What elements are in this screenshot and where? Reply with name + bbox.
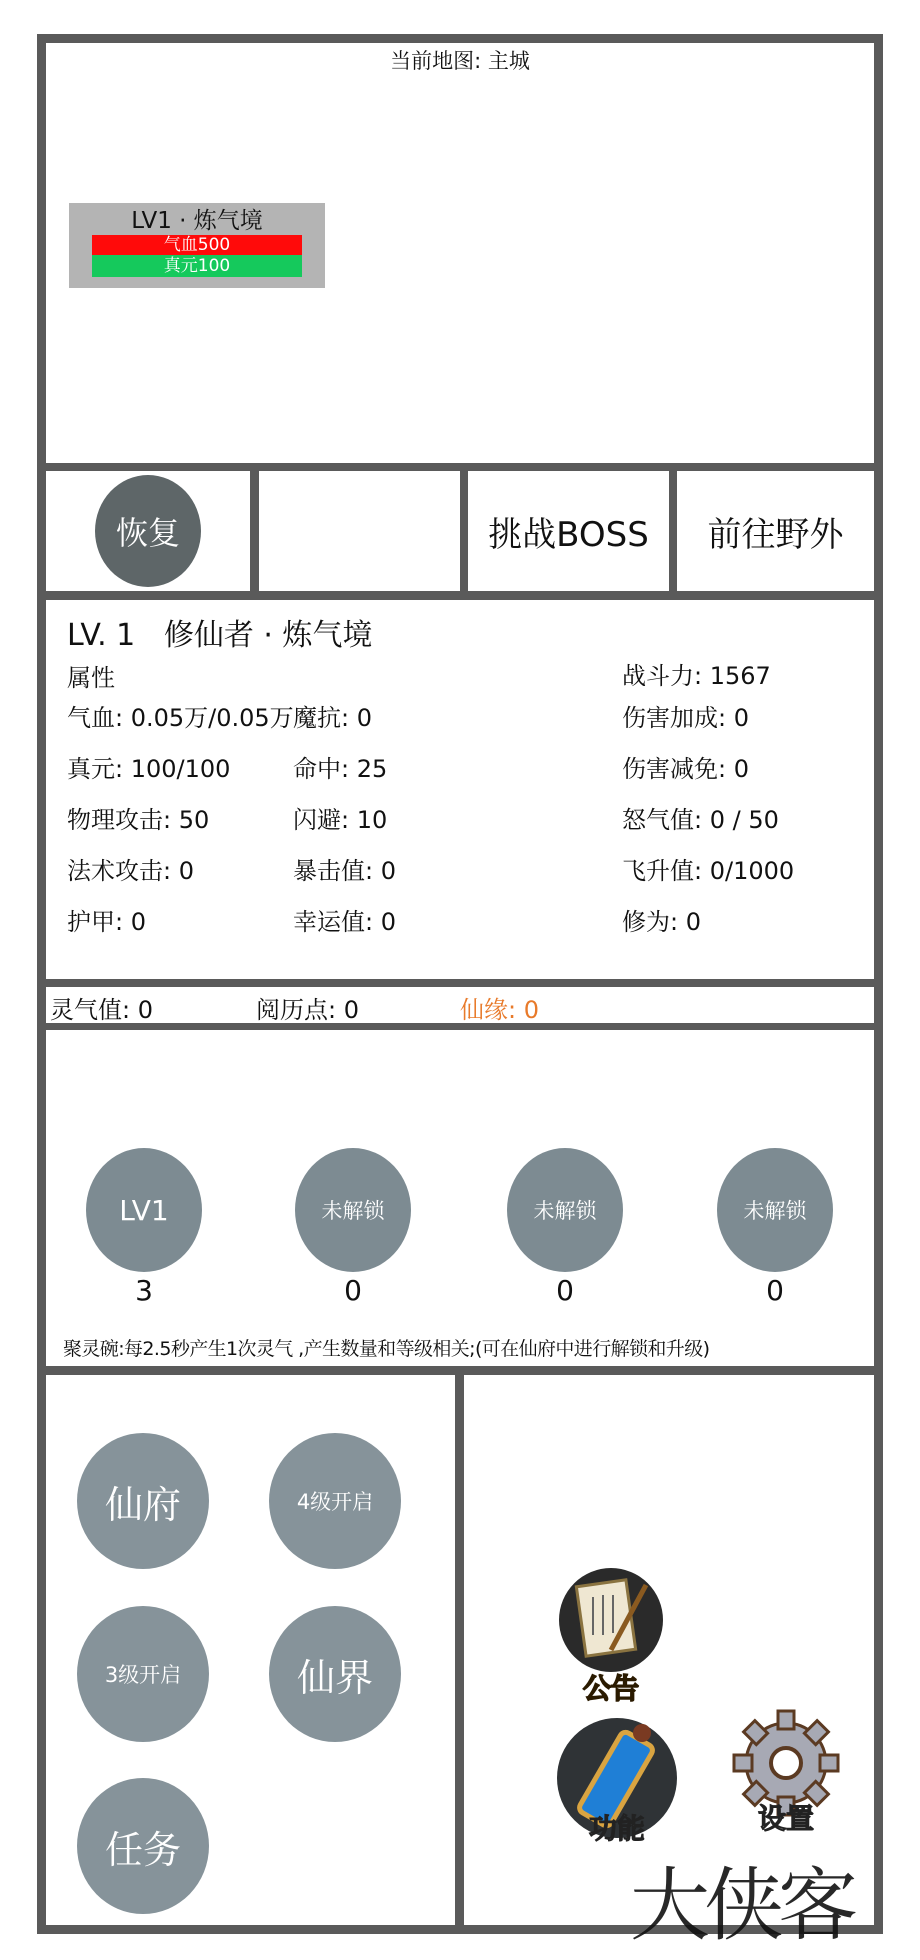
bowl-count: 0 (556, 1274, 574, 1307)
menu-button[interactable]: 4级开启 (269, 1433, 401, 1569)
menu-button[interactable]: 3级开启 (77, 1606, 209, 1742)
lingqi-value: 灵气值: 0 (50, 996, 153, 1024)
settings-button[interactable] (726, 1705, 846, 1835)
restore-button[interactable]: 恢复 (95, 475, 201, 587)
go-wild-button[interactable]: 前往野外 (677, 471, 874, 591)
icons-panel (464, 1375, 874, 1925)
challenge-boss-button[interactable]: 挑战BOSS (468, 471, 669, 591)
watermark-logo: 大侠客 (630, 1859, 852, 1952)
hp-bar: 气血500 (92, 235, 302, 255)
map-panel (46, 43, 874, 463)
bowls-description: 聚灵碗:每2.5秒产生1次灵气 ,产生数量和等级相关;(可在仙府中进行解锁和升级) (63, 1338, 710, 1360)
attributes-heading: 属性 (67, 664, 115, 692)
yueli-value: 阅历点: 0 (256, 996, 359, 1024)
mp-bar: 真元100 (92, 255, 302, 277)
player-card-title: LV1 · 炼气境 (131, 208, 263, 234)
restore-cell (46, 471, 250, 591)
combat-power: 战斗力: 1567 (622, 662, 771, 690)
bowl-count: 0 (344, 1274, 362, 1307)
player-card[interactable] (69, 203, 325, 288)
functions-label: 功能 (588, 1812, 645, 1845)
stat-value: 飞升值: 0/1000 (622, 857, 795, 885)
scroll-notice-icon (551, 1565, 671, 1675)
stat-value: 暴击值: 0 (293, 857, 396, 885)
notice-button[interactable] (546, 1565, 676, 1705)
bowl-count: 3 (135, 1274, 153, 1307)
menu-button[interactable]: 仙府 (77, 1433, 209, 1569)
bowl-button[interactable]: 未解锁 (295, 1148, 411, 1272)
bowl-button[interactable]: LV1 (86, 1148, 202, 1272)
resources-bar (46, 987, 874, 1023)
stat-value: 气血: 0.05万/0.05万 (67, 704, 294, 732)
game-frame (37, 34, 883, 1934)
xianyuan-value: 仙缘: 0 (460, 996, 539, 1024)
bowl-button[interactable]: 未解锁 (507, 1148, 623, 1272)
stat-value: 修为: 0 (622, 908, 701, 936)
stat-value: 魔抗: 0 (293, 704, 372, 732)
bowl-count: 0 (766, 1274, 784, 1307)
stat-value: 命中: 25 (293, 755, 388, 783)
bowls-panel (46, 1030, 874, 1366)
stat-value: 闪避: 10 (293, 806, 388, 834)
current-map-label: 当前地图: 主城 (390, 49, 530, 73)
stat-value: 法术攻击: 0 (67, 857, 194, 885)
stats-panel (46, 600, 874, 979)
stat-value: 伤害加成: 0 (622, 704, 749, 732)
character-title: LV. 1 修仙者 · 炼气境 (67, 618, 373, 653)
empty-action-cell (259, 471, 460, 591)
stat-value: 物理攻击: 50 (67, 806, 210, 834)
menu-button[interactable]: 仙界 (269, 1606, 401, 1742)
functions-button[interactable] (552, 1715, 682, 1845)
stat-value: 护甲: 0 (67, 908, 146, 936)
menu-button[interactable]: 任务 (77, 1778, 209, 1914)
stat-value: 幸运值: 0 (293, 908, 396, 936)
notice-label: 公告 (582, 1672, 639, 1705)
stat-value: 怒气值: 0 / 50 (622, 806, 779, 834)
bowl-button[interactable]: 未解锁 (717, 1148, 833, 1272)
menu-panel (46, 1375, 455, 1925)
stat-value: 伤害减免: 0 (622, 755, 749, 783)
settings-label: 设置 (757, 1802, 814, 1835)
stat-value: 真元: 100/100 (67, 755, 231, 783)
